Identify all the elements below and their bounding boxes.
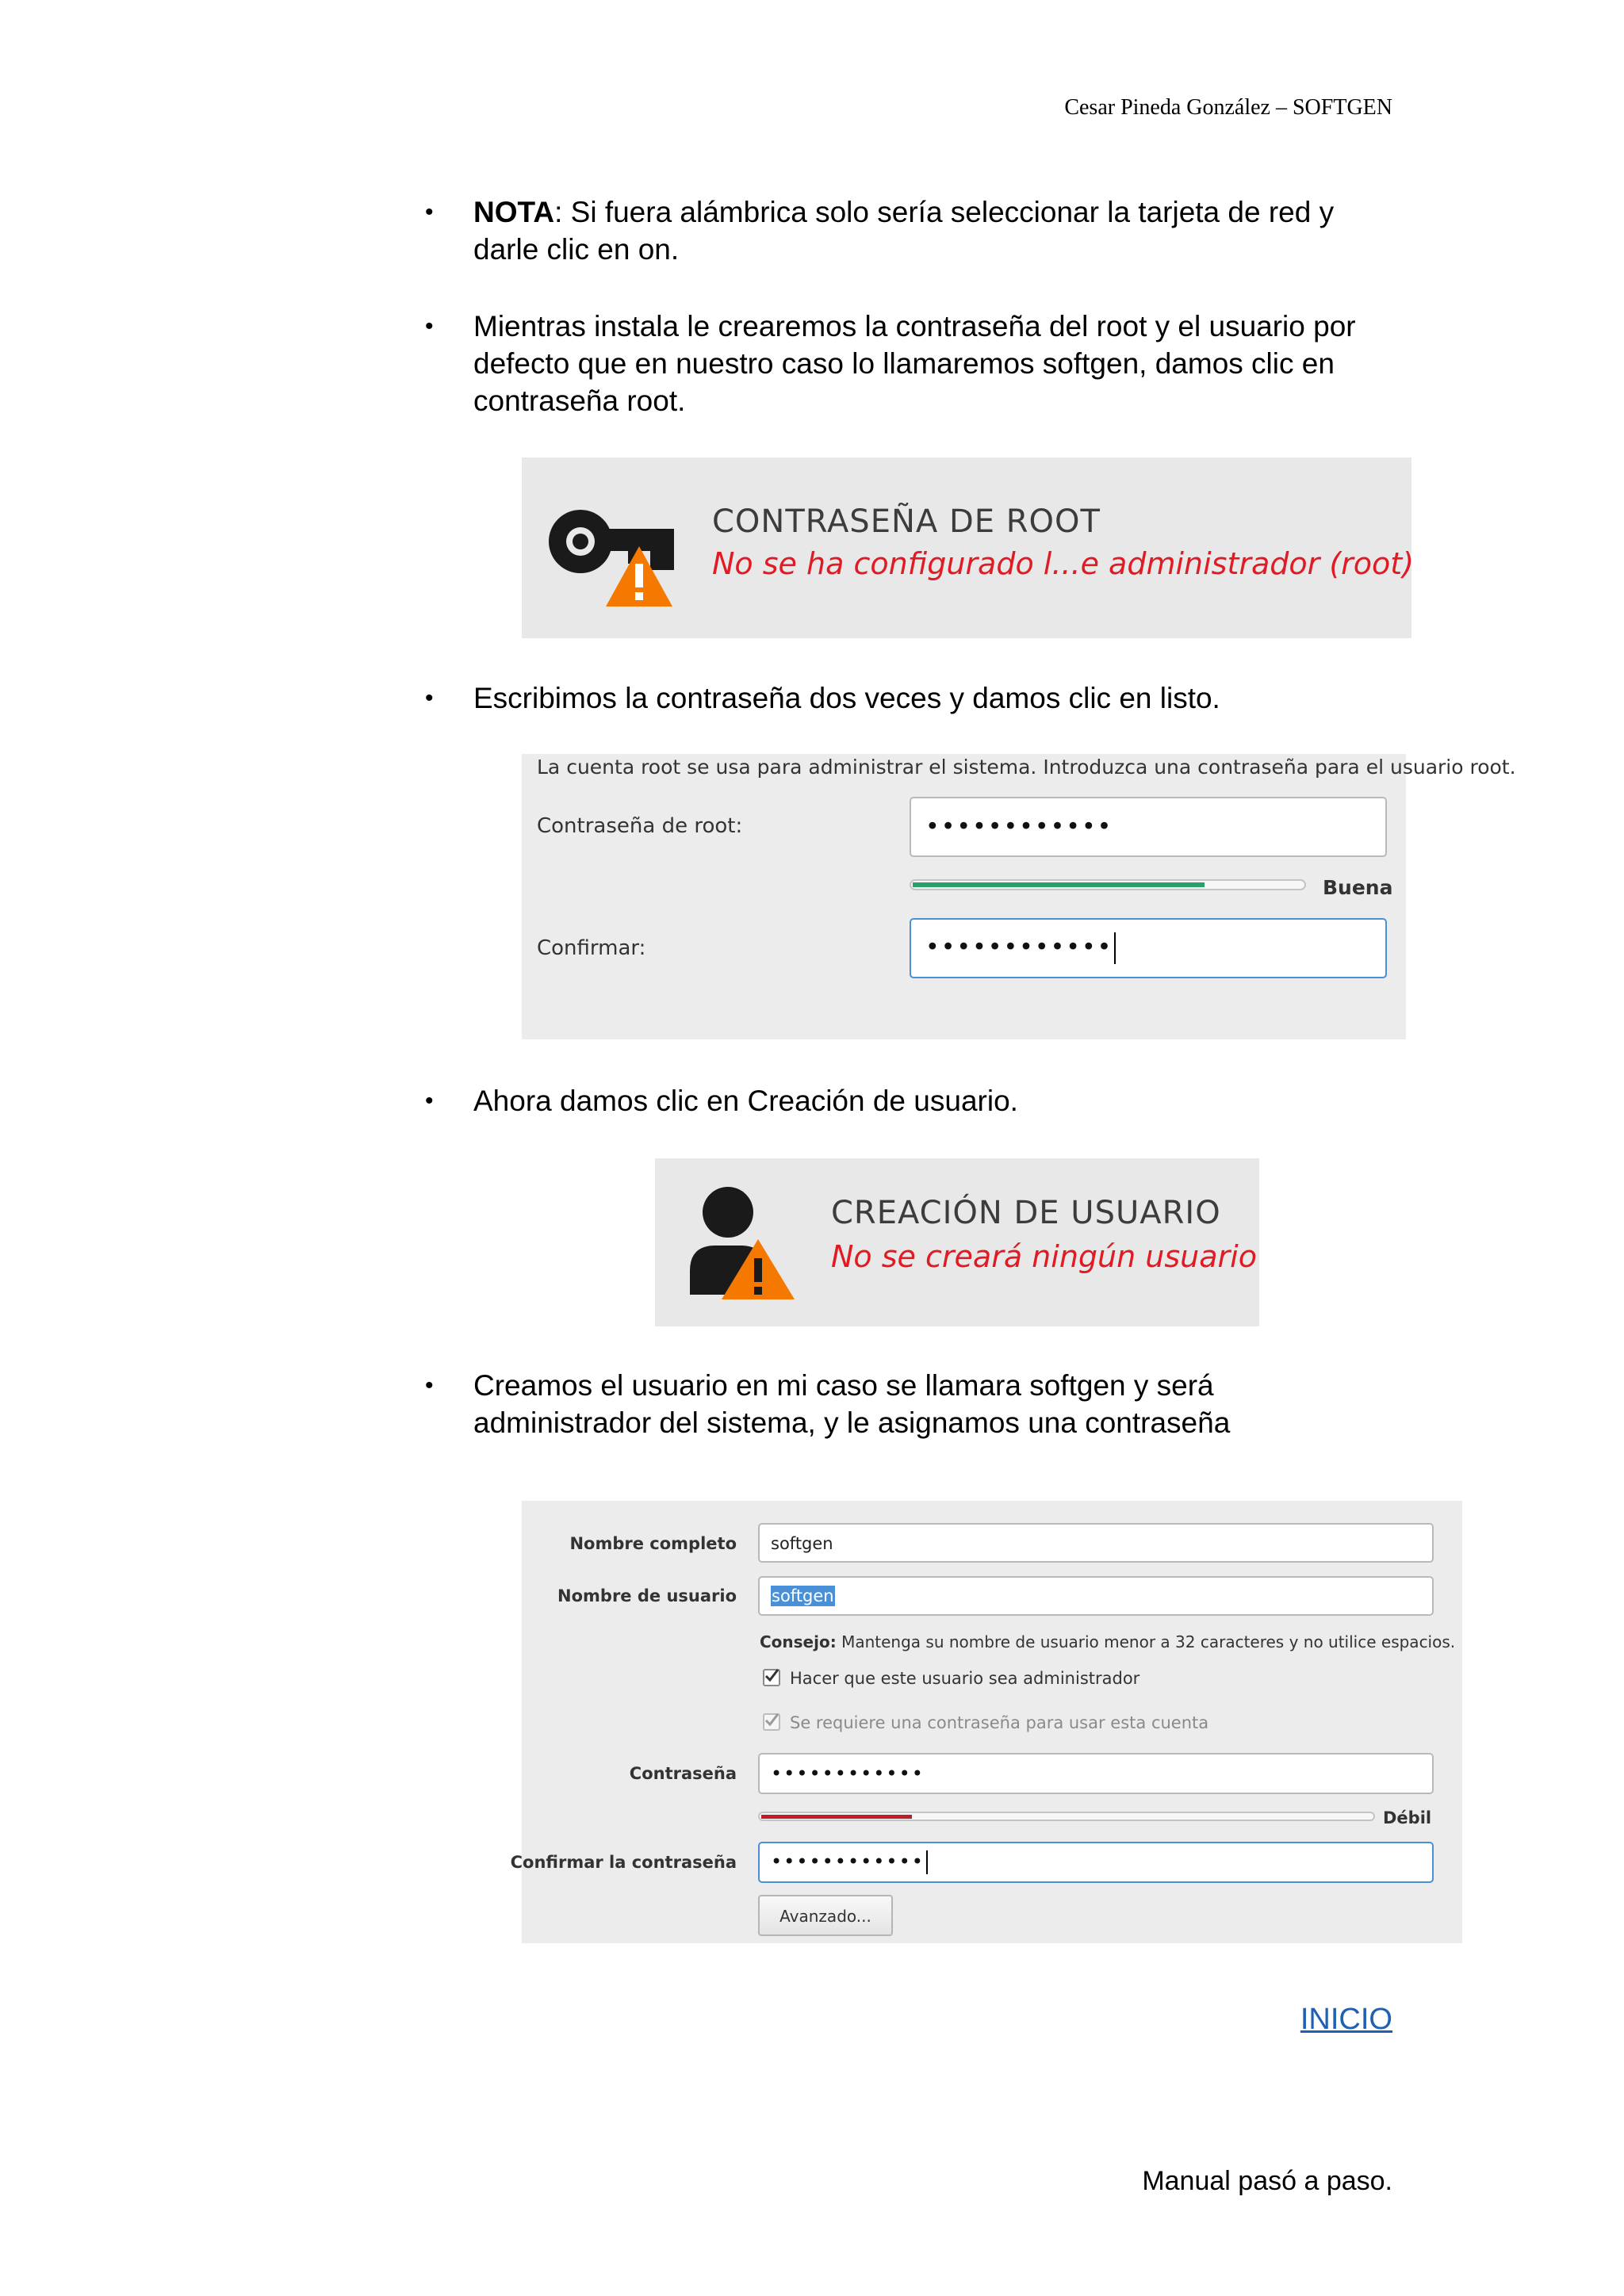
spoke-title: CREACIÓN DE USUARIO	[831, 1195, 1221, 1231]
password-strength-meter	[758, 1812, 1375, 1821]
checkmark-icon	[763, 1667, 780, 1685]
bullet: •	[425, 199, 434, 225]
paragraph-text: Creamos el usuario en mi caso se llamara softgen y será	[473, 1369, 1214, 1402]
bullet: •	[425, 313, 434, 339]
password-mask: ••••••••••••	[771, 1762, 925, 1785]
strength-label: Buena	[1323, 876, 1393, 899]
user-creation-spoke[interactable]	[655, 1158, 1259, 1326]
password-input[interactable]	[758, 1753, 1434, 1794]
input-value: softgen	[771, 1534, 833, 1553]
mask-text: ••••••••••••	[925, 933, 1113, 962]
paragraph-text: darle clic en on.	[473, 233, 680, 266]
password-mask	[771, 1850, 928, 1874]
bullet: •	[425, 685, 434, 711]
strength-fill	[913, 882, 1205, 887]
advanced-button[interactable]	[758, 1895, 893, 1936]
text-cursor	[926, 1850, 928, 1874]
root-password-spoke[interactable]	[522, 457, 1415, 638]
key-warning-icon	[542, 499, 677, 610]
bullet: •	[425, 1372, 434, 1399]
confirm-password-label: Confirmar la contraseña	[510, 1853, 737, 1872]
admin-checkbox[interactable]	[763, 1669, 780, 1686]
paragraph-text: contraseña root.	[473, 385, 686, 417]
page-header: Cesar Pineda González – SOFTGEN	[1064, 95, 1392, 120]
password-mask	[925, 932, 1116, 964]
spoke-status: No se ha configurado l...e administrador (root)	[712, 546, 1415, 581]
spoke-status: No se creará ningún usuario	[831, 1239, 1257, 1274]
confirm-label: Confirmar:	[537, 936, 646, 960]
password-mask: ••••••••••••	[925, 813, 1113, 841]
text-cursor	[1114, 932, 1116, 964]
paragraph-text: administrador del sistema, y le asignamos una contraseña	[473, 1406, 1231, 1439]
paragraph-text: Mientras instala le crearemos la contraseña del root y el usuario por	[473, 310, 1356, 342]
button-label: Avanzado...	[779, 1907, 871, 1926]
mask-text: ••••••••••••	[771, 1850, 925, 1873]
root-password-label: Contraseña de root:	[537, 814, 743, 838]
root-password-form	[522, 754, 1516, 1039]
bullet: •	[425, 1088, 434, 1114]
paragraph-root-intro	[473, 308, 1409, 419]
paragraph-create-user	[473, 1367, 1409, 1441]
spoke-title: CONTRASEÑA DE ROOT	[712, 503, 1101, 540]
require-password-label: Se requiere una contraseña para usar esta cuenta	[790, 1713, 1209, 1732]
password-strength-meter	[910, 879, 1306, 890]
inicio-link[interactable]: INICIO	[1300, 2003, 1392, 2036]
username-tip	[760, 1632, 1455, 1651]
paragraph-text: : Si fuera alámbrica solo sería seleccionar la tarjeta de red y	[554, 196, 1335, 228]
paragraph-user-creation: Ahora damos clic en Creación de usuario.	[473, 1085, 1018, 1117]
password-label: Contraseña	[629, 1764, 737, 1783]
paragraph-nota	[473, 193, 1409, 268]
paragraph-password-twice: Escribimos la contraseña dos veces y damos clic en listo.	[473, 682, 1220, 714]
root-password-input[interactable]	[910, 797, 1387, 857]
user-warning-icon	[687, 1184, 798, 1303]
user-creation-form	[510, 1501, 1462, 1943]
selected-text: softgen	[772, 1586, 834, 1605]
fullname-input[interactable]	[758, 1523, 1434, 1563]
tip-text: Mantenga su nombre de usuario menor a 32 caracteres y no utilice espacios.	[836, 1632, 1456, 1651]
root-confirm-input[interactable]	[910, 918, 1387, 978]
admin-checkbox-label: Hacer que este usuario sea administrador	[790, 1669, 1140, 1688]
strength-fill	[761, 1815, 912, 1819]
fullname-label: Nombre completo	[569, 1534, 737, 1553]
form-intro: La cuenta root se usa para administrar el sistema. Introduzca una contraseña para el usuario root.	[537, 756, 1516, 779]
confirm-password-input[interactable]	[758, 1842, 1434, 1883]
page-footer: Manual pasó a paso.	[1142, 2166, 1392, 2196]
username-label: Nombre de usuario	[557, 1586, 737, 1605]
username-input[interactable]	[758, 1576, 1434, 1616]
checkmark-icon	[763, 1712, 780, 1729]
require-password-checkbox[interactable]	[763, 1713, 780, 1731]
tip-label: Consejo:	[760, 1632, 837, 1651]
paragraph-text: defecto que en nuestro caso lo llamaremos softgen, damos clic en	[473, 347, 1335, 380]
nota-label: NOTA	[473, 196, 555, 228]
strength-label: Débil	[1383, 1808, 1432, 1827]
